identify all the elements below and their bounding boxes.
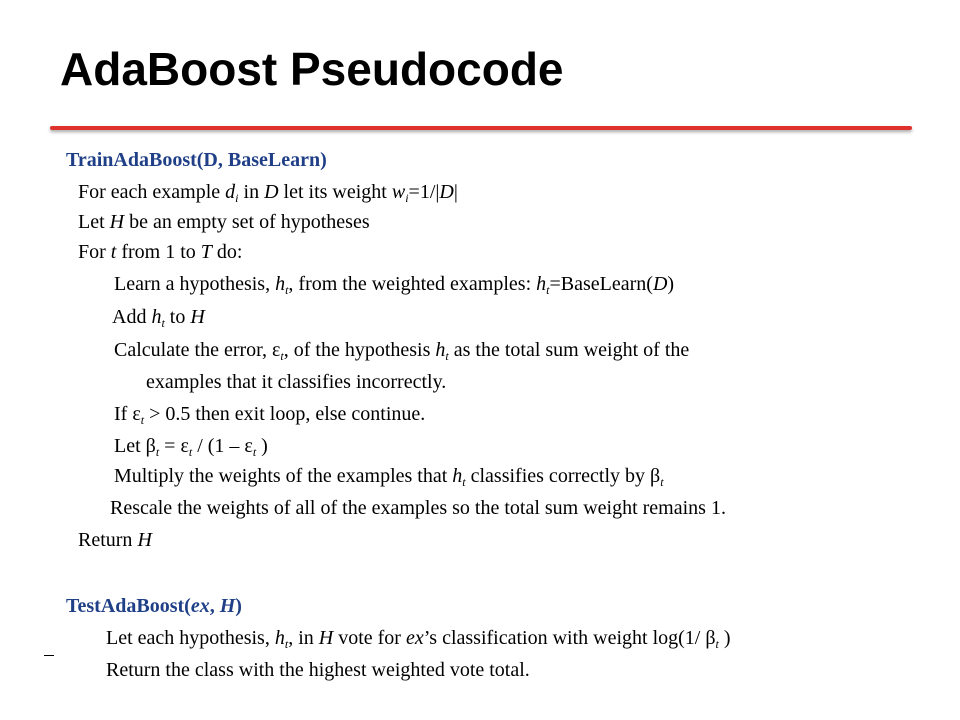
train-line-calc-error-cont: examples that it classifies incorrectly. <box>146 371 447 393</box>
train-line-rescale: Rescale the weights of all of the examples so the total sum weight remains 1. <box>110 497 726 519</box>
train-line-beta: Let $\beta_t = \varepsilon_t / (1 - \varepsilon_t$ ) <box>114 435 268 459</box>
test-function-header: TestAdaBoost(ex, H) <box>66 595 242 617</box>
bullet-mark <box>44 655 54 656</box>
train-line-empty-set: Let H be an empty set of hypotheses <box>78 211 370 233</box>
title-underline <box>50 126 912 130</box>
train-line-calc-error: Calculate the error, $\varepsilon_t$, of the hypothesis $h_t$ as the total sum weight of the <box>114 339 690 363</box>
test-line-return-class: Return the class with the highest weighted vote total. <box>106 659 530 681</box>
test-line-vote: Let each hypothesis, $h_t$, in H vote for ex’s classification with weight log(1/ $\beta_t$ ) <box>106 627 731 651</box>
train-line-return: Return H <box>78 529 152 551</box>
slide-title: AdaBoost Pseudocode <box>60 43 564 95</box>
train-line-learn-hypothesis: Learn a hypothesis, $h_t$, from the weighted examples: $h_t=BaseLearn(D)$ <box>114 273 675 297</box>
train-line-exit-check: If $\varepsilon_t > 0.5$ then exit loop, else continue. <box>114 403 426 427</box>
train-line-add-to-h: Add $h_t$ to H <box>112 306 205 330</box>
train-line-init-weights: For each example $d_i$ in D let its weight $w_i=1/|D|$ <box>78 181 458 205</box>
train-line-multiply-weights: Multiply the weights of the examples that $h_t$ classifies correctly by $\beta_t$ <box>114 465 664 489</box>
train-line-for-loop: For t from 1 to T do: <box>78 241 243 263</box>
train-function-header: TrainAdaBoost(D, BaseLearn) <box>66 149 327 171</box>
